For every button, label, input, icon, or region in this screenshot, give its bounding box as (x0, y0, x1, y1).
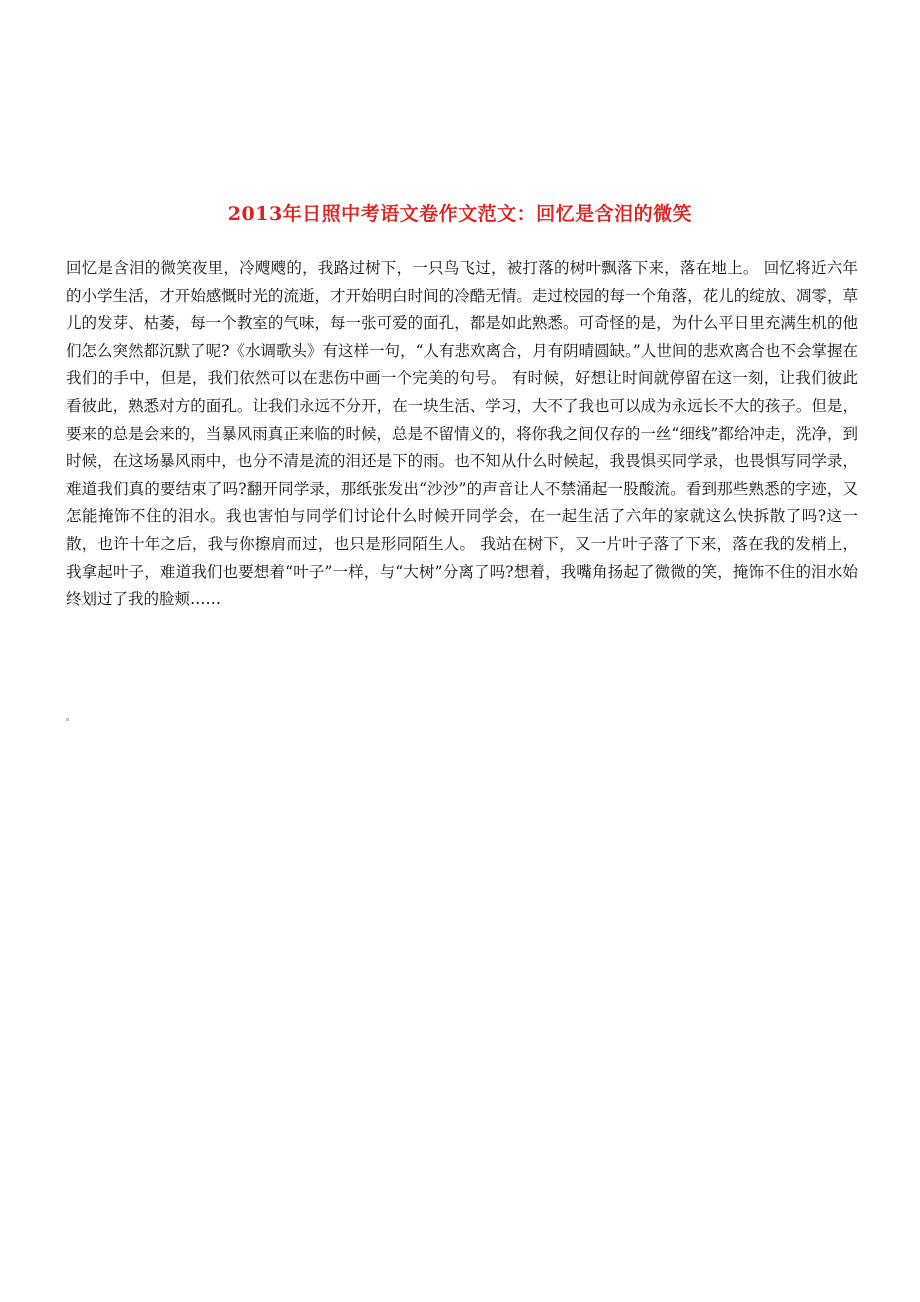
paragraph-end-marker (66, 718, 69, 721)
document-title: 2013年日照中考语文卷作文范文：回忆是含泪的微笑 (227, 203, 693, 225)
essay-body: 回忆是含泪的微笑夜里，冷飕飕的，我路过树下，一只鸟飞过，被打落的树叶飘落下来，落在地上。 回忆将近六年的小学生活，才开始感慨时光的流逝，才开始明白时间的冷酷无情。走过校园的每一个角落，花儿的绽放、凋零，草儿的发芽、枯萎，每一个教室的气味，每一张可爱的面孔，都是如此熟悉。可奇怪的是，为什么平日里充满生机的他们怎么突然都沉默了呢?《水调歌头》有这样一句，“人有悲欢离合，月有阴晴圆缺。”人世间的悲欢离合也不会掌握在我们的手中，但是，我们依然可以在悲伤中画一个完美的句号。 有时候，好想让时间就停留在这一刻，让我们彼此看彼此，熟悉对方的面孔。让我们永远不分开，在一块生活、学习，大不了我也可以成为永远长不大的孩子。但是，要来的总是会来的，当暴风雨真正来临的时候，总是不留情义的，将你我之间仅存的一丝“细线”都给冲走，洗净，到时候，在这场暴风雨中，也分不清是流的泪还是下的雨。也不知从什么时候起，我畏惧买同学录，也畏惧写同学录，难道我们真的要结束了吗?翻开同学录，那纸张发出“沙沙”的声音让人不禁涌起一股酸流。看到那些熟悉的字迹，又怎能掩饰不住的泪水。我也害怕与同学们讨论什么时候开同学会，在一起生活了六年的家就这么快拆散了吗?这一散，也许十年之后，我与你擦肩而过，也只是形同陌生人。 我站在树下，又一片叶子落了下来，落在我的发梢上，我拿起叶子，难道我们也要想着“叶子”一样，与“大树”分离了吗?想着，我嘴角扬起了微微的笑，掩饰不住的泪水始终划过了我的脸颊…… (66, 259, 858, 609)
